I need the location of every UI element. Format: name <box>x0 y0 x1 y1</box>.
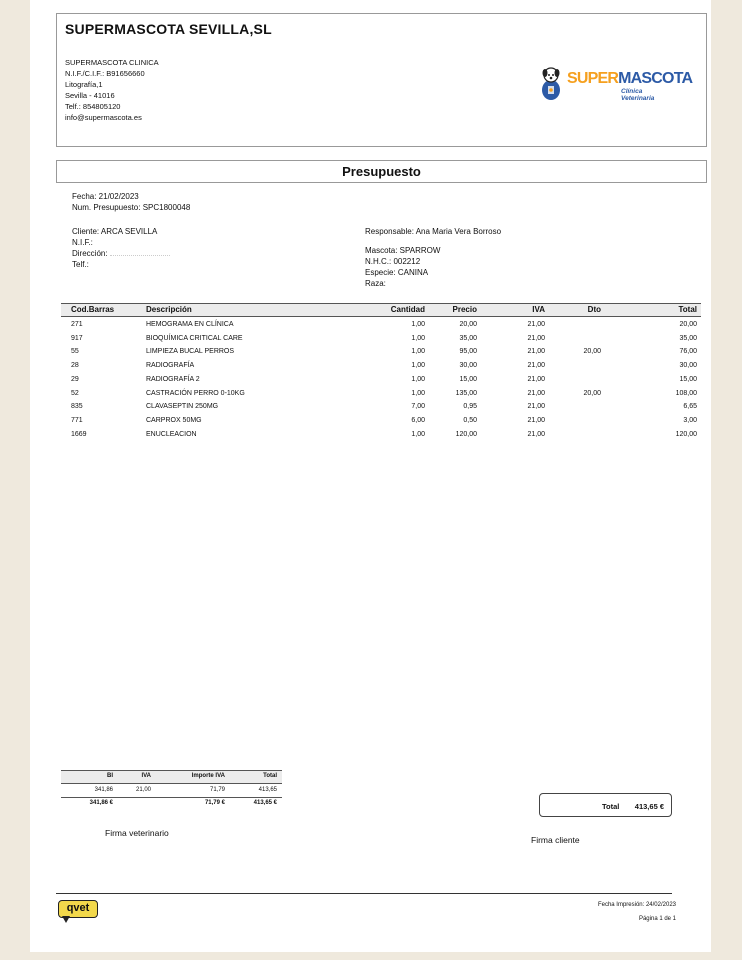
cell-quantity: 1,00 <box>411 389 425 397</box>
cell-description: HEMOGRAMA EN CLÍNICA <box>146 321 234 328</box>
client-signature-label: Firma cliente <box>531 835 580 845</box>
company-line: Telf.: 854805120 <box>65 102 121 111</box>
grand-total-box <box>539 793 672 817</box>
table-row <box>61 376 701 389</box>
client-address <box>72 248 170 259</box>
company-line: Sevilla - 41016 <box>65 91 115 100</box>
page-number: Página 1 de 1 <box>638 916 676 922</box>
summary-total-total: 413,65 € <box>253 800 277 806</box>
table-row <box>61 348 701 361</box>
cell-price: 95,00 <box>459 348 477 356</box>
summary-total-importe: 71,79 € <box>204 800 225 806</box>
col-barcode: Cod.Barras <box>71 305 115 314</box>
cell-description: CLAVASEPTIN 250MG <box>146 403 219 411</box>
cell-description: RADIOGRAFÍA 2 <box>146 375 200 383</box>
cell-description: BIOQUÍMICA CRITICAL CARE <box>146 334 243 342</box>
col-vat: IVA <box>532 305 545 314</box>
table-row <box>61 417 701 430</box>
cell-barcode: 1669 <box>71 430 87 438</box>
client-phone: Telf.: <box>72 260 89 269</box>
cell-barcode: 771 <box>71 416 83 424</box>
logo-wordmark <box>567 70 692 88</box>
date-field: Fecha: 21/02/2023 <box>72 192 139 201</box>
col-total: Total <box>678 305 697 314</box>
cell-barcode: 917 <box>71 334 83 342</box>
cell-description: CARPROX 50MG <box>146 416 202 424</box>
cell-barcode: 835 <box>71 403 83 411</box>
summary-total-bi: 341,86 € <box>89 800 113 806</box>
cell-barcode: 28 <box>71 362 79 370</box>
document-title: Presupuesto <box>342 164 421 179</box>
company-name: SUPERMASCOTA SEVILLA,SL <box>65 21 272 37</box>
cell-vat: 21,00 <box>527 430 545 438</box>
logo-word-super: SUPER <box>567 70 619 87</box>
grand-total-label: Total <box>602 802 620 811</box>
pet-species-field: Especie: CANINA <box>365 268 429 277</box>
cell-quantity: 1,00 <box>411 375 425 383</box>
col-quantity: Cantidad <box>390 305 425 314</box>
responsible-field: Responsable: Ana Maria Vera Borroso <box>365 227 502 236</box>
cell-total: 76,00 <box>679 348 697 356</box>
summary-bi: 341,86 <box>94 787 113 793</box>
cell-quantity: 1,00 <box>411 362 425 370</box>
company-line: info@supermascota.es <box>65 113 142 122</box>
cell-total: 120,00 <box>675 430 697 438</box>
cell-price: 15,00 <box>459 375 477 383</box>
cell-price: 0,95 <box>463 403 477 411</box>
table-row <box>61 335 701 348</box>
cell-price: 135,00 <box>455 389 477 397</box>
cell-discount: 20,00 <box>583 348 601 356</box>
document-title-box <box>56 160 707 183</box>
table-row <box>61 390 701 403</box>
print-date: Fecha Impresión: 24/02/2023 <box>597 902 676 908</box>
cell-vat: 21,00 <box>527 403 545 411</box>
pet-nhc-field: N.H.C.: 002212 <box>365 257 421 266</box>
supermascota-logo <box>537 64 693 104</box>
summary-col-iva: IVA <box>141 773 151 779</box>
summary-iva: 21,00 <box>135 787 151 793</box>
company-line: Litografía,1 <box>65 80 103 89</box>
table-row <box>61 321 701 334</box>
summary-col-importe: Importe IVA <box>191 773 225 779</box>
cell-vat: 21,00 <box>527 362 545 370</box>
summary-importe: 71,79 <box>209 787 225 793</box>
cell-vat: 21,00 <box>527 348 545 356</box>
company-line: SUPERMASCOTA CLINICA <box>65 58 159 67</box>
qvet-logo: qvet <box>58 900 98 918</box>
summary-divider <box>61 797 282 798</box>
cell-quantity: 7,00 <box>411 403 425 411</box>
vet-signature-label: Firma veterinario <box>105 828 169 838</box>
cell-total: 3,00 <box>683 416 697 424</box>
cell-vat: 21,00 <box>527 334 545 342</box>
table-row <box>61 431 701 444</box>
table-row <box>61 403 701 416</box>
col-price: Precio <box>452 305 477 314</box>
cell-total: 35,00 <box>679 334 697 342</box>
summary-col-bi: BI <box>107 773 113 779</box>
cell-description: CASTRACIÓN PERRO 0-10KG <box>146 389 245 397</box>
tax-summary-header <box>61 770 282 784</box>
cell-barcode: 271 <box>71 321 83 328</box>
cell-quantity: 1,00 <box>411 321 425 328</box>
cell-barcode: 29 <box>71 375 79 383</box>
pet-name-field: Mascota: SPARROW <box>365 246 441 255</box>
client-info <box>72 226 170 270</box>
footer-divider <box>56 893 672 894</box>
quote-number-field: Num. Presupuesto: SPC1800048 <box>72 203 191 212</box>
cell-barcode: 55 <box>71 348 79 356</box>
company-header <box>56 13 707 147</box>
document-page <box>30 0 711 952</box>
cell-quantity: 6,00 <box>411 416 425 424</box>
items-table-header <box>61 303 701 317</box>
col-description: Descripción <box>146 305 192 314</box>
cell-vat: 21,00 <box>527 321 545 328</box>
company-line: N.I.F./C.I.F.: B91656660 <box>65 69 145 78</box>
cell-quantity: 1,00 <box>411 348 425 356</box>
redacted-field <box>110 249 170 256</box>
qvet-logo-tail-icon <box>62 916 70 923</box>
logo-word-mascota: MASCOTA <box>618 70 693 87</box>
cell-description: RADIOGRAFÍA <box>146 362 195 370</box>
cell-description: ENUCLEACION <box>146 430 197 438</box>
cell-price: 120,00 <box>455 430 477 438</box>
cell-total: 108,00 <box>675 389 697 397</box>
cell-price: 30,00 <box>459 362 477 370</box>
client-name: Cliente: ARCA SEVILLA <box>72 227 158 236</box>
cell-barcode: 52 <box>71 389 79 397</box>
summary-col-total: Total <box>263 773 277 779</box>
cell-description: LIMPIEZA BUCAL PERROS <box>146 348 235 356</box>
grand-total-value: 413,65 € <box>634 802 664 811</box>
pet-info <box>365 226 501 289</box>
cell-price: 35,00 <box>459 334 477 342</box>
logo-subtitle: Clínica Veterinaria <box>621 88 655 102</box>
cell-quantity: 1,00 <box>411 430 425 438</box>
col-discount: Dto <box>587 305 601 314</box>
client-nif: N.I.F.: <box>72 238 93 247</box>
cell-price: 0,50 <box>463 416 477 424</box>
cell-quantity: 1,00 <box>411 334 425 342</box>
pet-breed-field: Raza: <box>365 279 386 288</box>
cell-price: 20,00 <box>459 321 477 328</box>
table-row <box>61 362 701 375</box>
cell-total: 20,00 <box>679 321 697 328</box>
summary-total: 413,65 <box>258 787 277 793</box>
cell-vat: 21,00 <box>527 389 545 397</box>
client-address-label: Dirección: <box>72 249 108 258</box>
cell-vat: 21,00 <box>527 375 545 383</box>
cell-discount: 20,00 <box>583 389 601 397</box>
company-details <box>65 57 159 123</box>
cell-vat: 21,00 <box>527 416 545 424</box>
dog-mascot-icon <box>537 64 565 102</box>
cell-total: 6,65 <box>683 403 697 411</box>
document-meta <box>72 191 190 213</box>
cell-total: 15,00 <box>679 375 697 383</box>
cell-total: 30,00 <box>679 362 697 370</box>
